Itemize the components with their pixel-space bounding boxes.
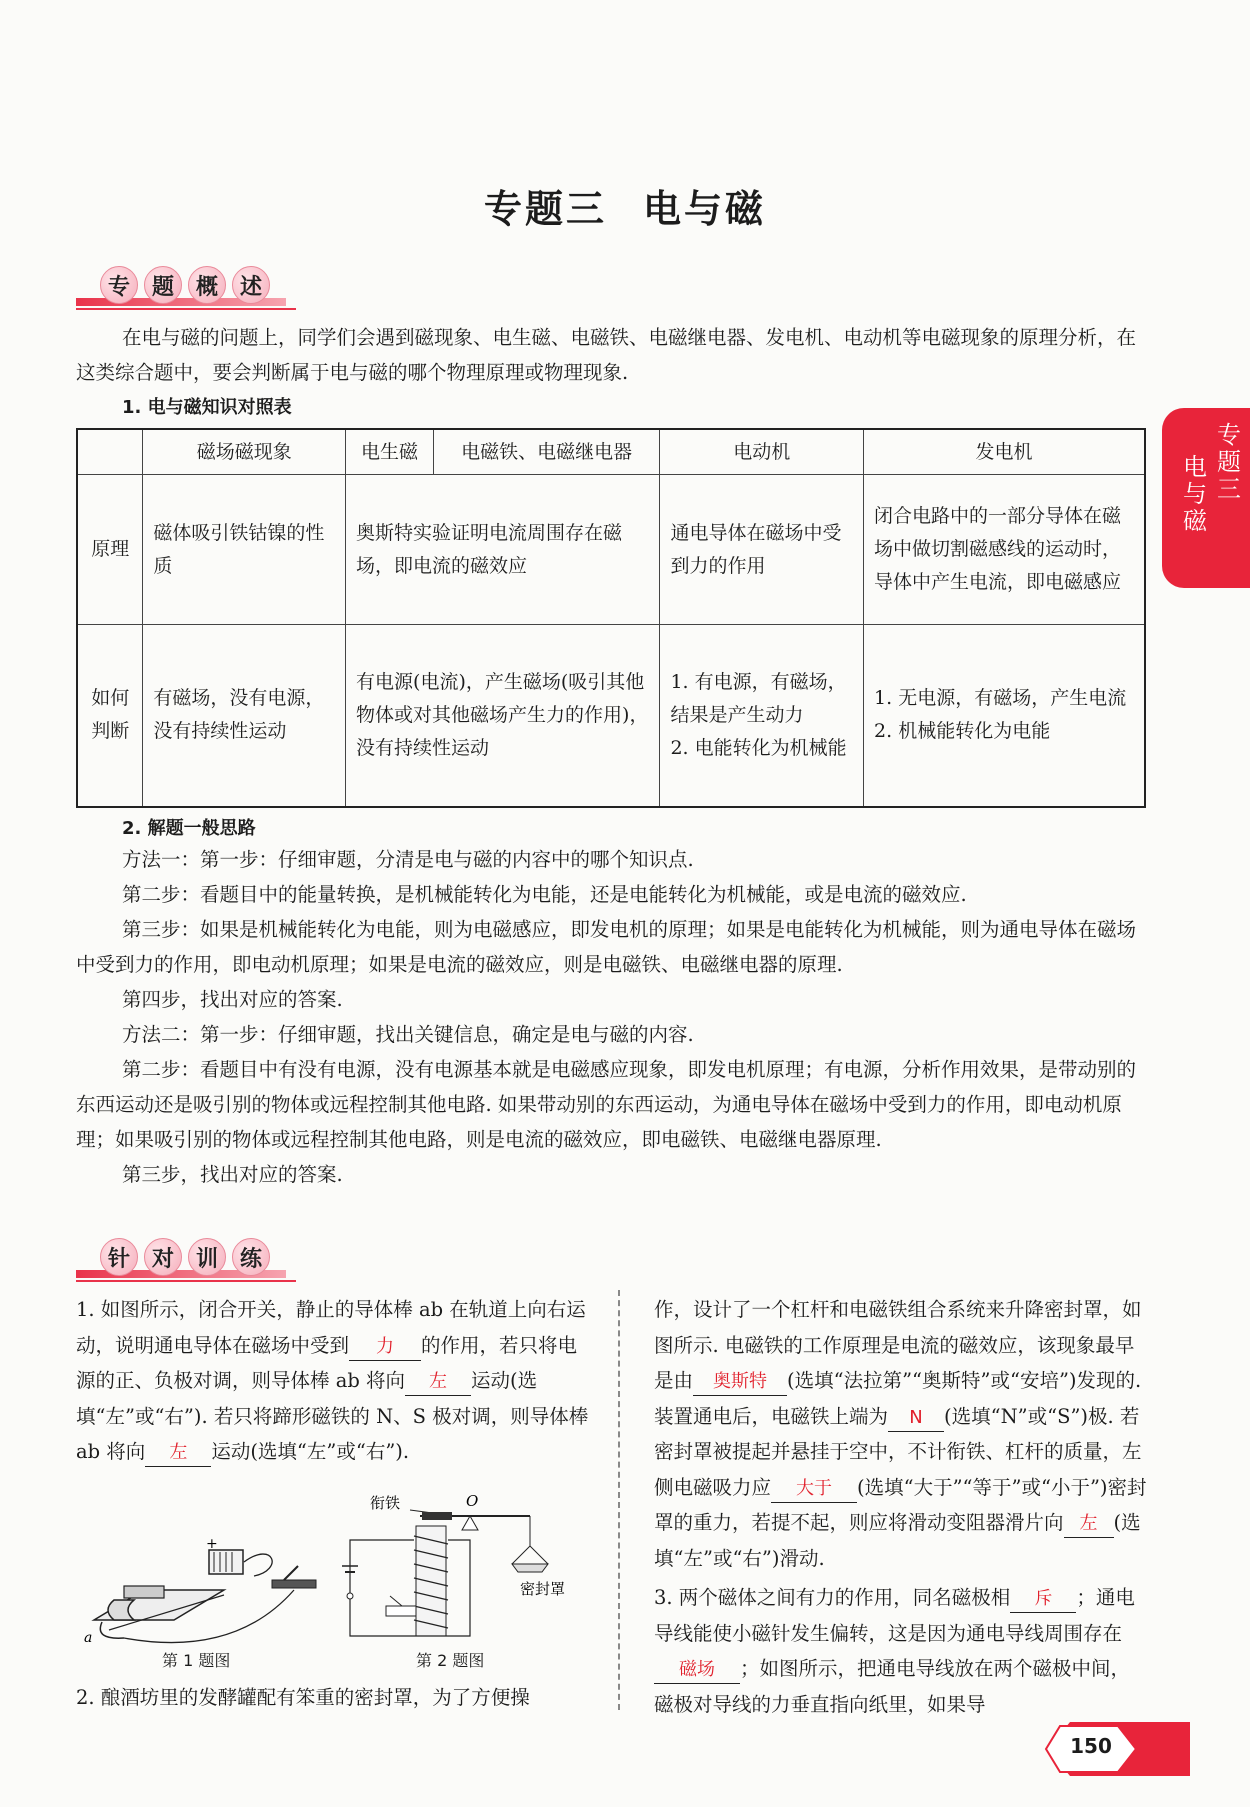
q3-text: 3. 两个磁体之间有力的作用，同名磁极相 [654, 1586, 1011, 1609]
fig1-label-a: a [84, 1630, 93, 1646]
table-row [77, 475, 1145, 625]
svg-text:+: + [206, 1536, 218, 1552]
row-label: 如何判断 [77, 625, 143, 807]
table-cell: 通电导体在磁场中受到力的作用 [660, 475, 864, 625]
answer-blank[interactable]: 大于 [771, 1476, 857, 1503]
figure-1-caption: 第 1 题图 [162, 1651, 231, 1670]
q2-text: 作，设计了一个杠杆和电磁铁组合系统来升降密封罩，如图所示. 电磁铁的工作原理是电流的磁效应，该现象最早是由 [654, 1298, 1142, 1392]
q2-text: (选填“大于”“等于”或“小于”)密封罩的重力，若提不起，则应将滑动变阻器滑片向 [654, 1475, 1147, 1534]
section-header-practice [70, 1234, 300, 1292]
table-cell: 奥斯特实验证明电流周围存在磁场，即电流的磁效应 [346, 475, 660, 625]
section-char: 专 [100, 266, 138, 304]
section-char: 练 [232, 1238, 270, 1276]
column-divider [618, 1290, 620, 1710]
intro-paragraph: 在电与磁的问题上，同学们会遇到磁现象、电生磁、电磁铁、电磁继电器、发电机、电动机等电磁现象的原理分析，在这类综合题中，要会判断属于电与磁的哪个物理原理或物理现象. [76, 326, 1137, 384]
cell-line: 2. 机械能转化为电能 [874, 720, 1051, 743]
fig2-label-cover: 密封罩 [520, 1580, 566, 1598]
table-cell [864, 625, 1145, 807]
table-header: 磁场磁现象 [143, 429, 346, 475]
fig2-label-armature: 衔铁 [370, 1494, 401, 1512]
answer-blank[interactable]: 奥斯特 [693, 1369, 787, 1396]
question-1 [76, 1292, 596, 1470]
side-tab-col1: 专题三 [1217, 421, 1241, 503]
q1-text: 的作用，若只将电源的正、负极对调，则导体棒 ab 将向 [76, 1333, 578, 1392]
chapter-side-tab [1162, 408, 1250, 588]
method-line: 方法二：第一步：仔细审题，找出关键信息，确定是电与磁的内容. [122, 1023, 694, 1046]
method-line: 第四步，找出对应的答案. [122, 988, 343, 1011]
method-line: 第二步：看题目中的能量转换，是机械能转化为电能，还是电能转化为机械能，或是电流的磁效应. [122, 883, 967, 906]
title-left: 专题三 [483, 187, 607, 231]
method-block [76, 842, 1146, 1192]
cell-line: 1. 无电源，有磁场，产生电流 [874, 687, 1127, 710]
q3-text: ；如图所示，把通电导线放在两个磁极中间，磁极对导线的力垂直指向纸里，如果导 [654, 1657, 1131, 1716]
page-title [0, 178, 1250, 233]
table-heading: 1. 电与磁知识对照表 [122, 397, 292, 418]
section-header-overview [70, 262, 300, 320]
q2-text: (选填“法拉第”“奥斯特”或“安培”)发现的. 装置通电后，电磁铁上端为 [654, 1369, 1142, 1428]
q1-text: 运动(选填“左”或“右”). [211, 1440, 410, 1463]
table-cell: 磁体吸引铁钴镍的性质 [143, 475, 346, 625]
table-header: 电磁铁、电磁继电器 [433, 429, 660, 475]
table-header: 发电机 [864, 429, 1145, 475]
table-cell: 有磁场，没有电源，没有持续性运动 [143, 625, 346, 807]
section-char: 训 [188, 1238, 226, 1276]
method-line: 第二步：看题目中有没有电源，没有电源基本就是电磁感应现象，即发电机原理；有电源，分析作用效果，是带动别的东西运动还是吸引别的物体或远程控制其他电路. 如果带动别的东西运动，为通电导体在磁场中受到力的作用，即电动机原理；如果吸引别的物体或远程控制其他电路，则是电流的磁效应，即电磁铁、电磁继电器原理. [76, 1058, 1137, 1151]
section-char: 题 [144, 266, 182, 304]
answer-blank[interactable]: 左 [1064, 1511, 1114, 1538]
question-2-start [76, 1680, 596, 1716]
figure-2-lever-electromagnet [330, 1486, 590, 1656]
title-right: 电与磁 [643, 187, 767, 231]
table-header [77, 429, 143, 475]
answer-blank[interactable]: N [888, 1405, 944, 1432]
table-row [77, 625, 1145, 807]
answer-blank[interactable]: 磁场 [654, 1657, 740, 1684]
answer-blank[interactable]: 左 [145, 1440, 211, 1467]
answer-blank[interactable]: 左 [405, 1369, 471, 1396]
section-char: 对 [144, 1238, 182, 1276]
section-char: 述 [232, 266, 270, 304]
question-2-continued [654, 1292, 1148, 1722]
q3-text: ；通电导线能使小磁针发生偏转，这是因为通电导线周围存在 [654, 1586, 1135, 1645]
q2-text: (选填“N”或“S”)极. 若密封罩被提起并悬挂于空中，不计衔铁、杠杆的质量，左侧电磁吸力应 [654, 1404, 1142, 1499]
cell-line: 2. 电能转化为机械能 [670, 736, 847, 759]
table-cell: 闭合电路中的一部分导体在磁场中做切割磁感线的运动时，导体中产生电流，即电磁感应 [864, 475, 1145, 625]
q2-text: 2. 酿酒坊里的发酵罐配有笨重的密封罩，为了方便操 [76, 1686, 530, 1709]
side-tab-col2: 电与磁 [1183, 453, 1207, 535]
fig2-label-o: O [466, 1492, 479, 1510]
method-line: 第三步，找出对应的答案. [122, 1163, 343, 1186]
answer-blank[interactable]: 力 [349, 1334, 421, 1361]
q1-text: 1. 如图所示，闭合开关，静止的导体棒 ab 在轨道上向右运动，说明通电导体在磁场中受到 [76, 1298, 586, 1357]
row-label: 原理 [77, 475, 143, 625]
table-cell: 有电源(电流)，产生磁场(吸引其他物体或对其他磁场产生力的作用)，没有持续性运动 [346, 625, 660, 807]
q1-text: 运动(选填“左”或“右”). 若只将蹄形磁铁的 N、S 极对调，则导体棒 ab 将向 [76, 1369, 589, 1463]
q2-text: (选填“左”或“右”)滑动. [654, 1511, 1141, 1570]
method-line: 方法一：第一步：仔细审题，分清是电与磁的内容中的哪个知识点. [122, 848, 694, 871]
table-cell [660, 625, 864, 807]
section-char: 针 [100, 1238, 138, 1276]
table-header: 电生磁 [346, 429, 434, 475]
table-header-row [77, 429, 1145, 475]
page-number-badge [1040, 1718, 1190, 1780]
figure-1-rails-apparatus [84, 1530, 334, 1660]
cell-line: 1. 有电源，有磁场，结果是产生动力 [670, 670, 847, 726]
answer-blank[interactable]: 斥 [1010, 1586, 1076, 1613]
section-char: 概 [188, 266, 226, 304]
method-line: 第三步：如果是机械能转化为电能，则为电磁感应，即发电机的原理；如果是电能转化为机械能，则为通电导体在磁场中受到力的作用，即电动机原理；如果是电流的磁效应，则是电磁铁、电磁继电器的原理. [76, 918, 1137, 976]
figure-2-caption: 第 2 题图 [416, 1651, 485, 1670]
table-header: 电动机 [660, 429, 864, 475]
knowledge-table [76, 428, 1146, 808]
method-heading: 2. 解题一般思路 [122, 818, 256, 839]
page-number: 150 [1070, 1734, 1112, 1758]
